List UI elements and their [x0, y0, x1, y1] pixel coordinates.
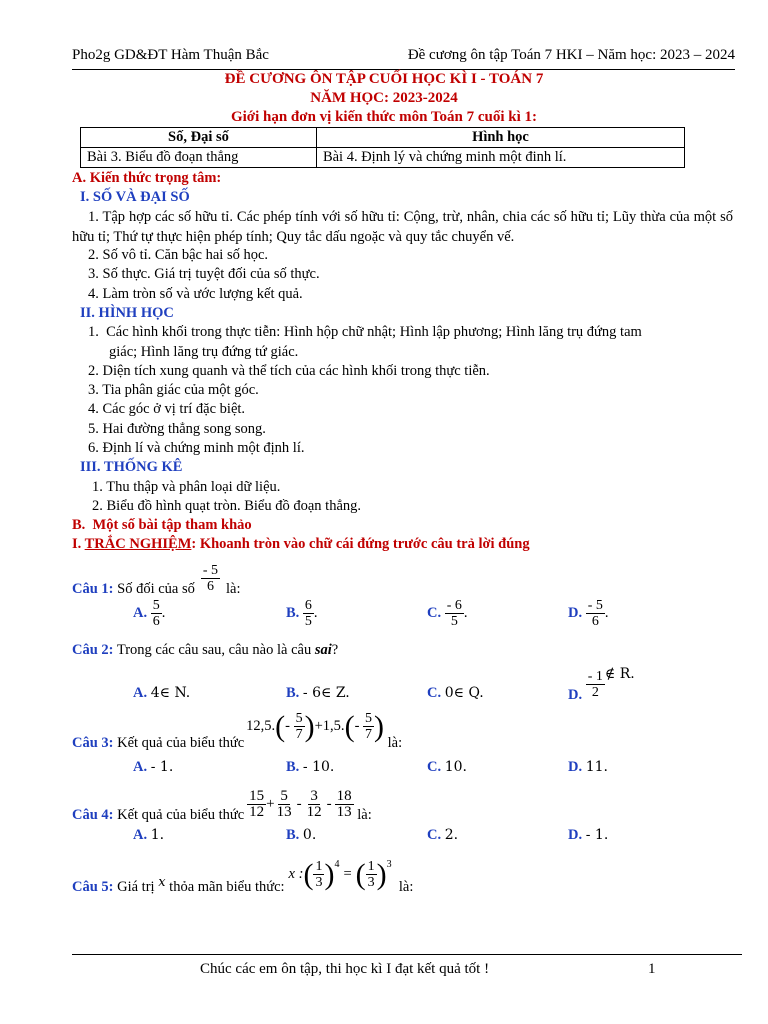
part3-item-2: 2. Biểu đồ hình quạt tròn. Biểu đồ đoạn thẳng.	[92, 498, 362, 514]
q4-op-2: -	[296, 796, 302, 812]
q3-expr-a: 12,5.	[246, 718, 276, 734]
q1-tail: là:	[226, 581, 241, 597]
limit-header-geometry: Hình học	[316, 128, 684, 148]
q1-frac-num: - 5	[202, 563, 219, 578]
q5-paren-open-1: (	[303, 857, 314, 891]
q3-paren-close-1: )	[304, 709, 315, 743]
q5-paren-open-2: (	[355, 857, 366, 891]
q5-frac-1-den: 3	[315, 875, 323, 890]
q1-option-c-num: - 6	[446, 598, 462, 613]
q3-minus-2: -	[354, 718, 360, 734]
q4-option-a[interactable]	[133, 827, 164, 844]
part2-item-1	[88, 324, 733, 341]
q3-frac-1-den: 7	[295, 727, 303, 742]
q3-option-b-text: - 10.	[302, 759, 335, 775]
q2-option-a[interactable]	[133, 685, 190, 702]
part2-item-1-line2: giác; Hình lăng trụ đứng tứ giác.	[109, 344, 299, 360]
q2-label: Câu 2:	[72, 642, 114, 658]
q5-tail: là:	[398, 879, 414, 895]
q5-frac-1	[313, 859, 324, 890]
q3-text: Kết quả của biểu thức	[117, 735, 245, 751]
part3-item-1: 1. Thu thập và phân loại dữ liệu.	[92, 479, 281, 495]
q2-option-b-letter: B.	[286, 685, 300, 701]
q3-option-c[interactable]	[427, 759, 467, 776]
q4-option-b-letter: B.	[286, 827, 300, 843]
q3-option-c-letter: C.	[427, 759, 442, 775]
q4-option-c[interactable]	[427, 827, 458, 844]
header-school: Pho2g GD&ĐT Hàm Thuận Bắc	[72, 47, 269, 63]
q3-option-b[interactable]	[286, 759, 334, 776]
q3-option-a[interactable]	[133, 759, 173, 776]
q2-option-d[interactable]	[568, 662, 635, 704]
q3-option-a-text: - 1.	[150, 759, 174, 775]
footer-message: Chúc các em ôn tập, thi học kì I đạt kết quả tốt !	[200, 961, 490, 977]
q2-option-b-text: - 6∈ Z.	[302, 685, 350, 701]
q4-frac-2-num: 5	[280, 788, 288, 804]
q3-frac-2-num: 5	[365, 711, 373, 726]
q1-option-d[interactable]: D. $\frac{- 5}{6}$ .	[568, 598, 609, 629]
q5-frac-1-num: 1	[315, 859, 323, 874]
q5-variable: x	[158, 875, 166, 890]
q2-option-a-letter: A.	[133, 685, 148, 701]
q4-text: Kết quả của biểu thức	[117, 807, 245, 823]
q4-option-d[interactable]	[568, 827, 608, 844]
q4-option-c-text: 2.	[444, 827, 459, 843]
question-3	[72, 708, 402, 752]
q3-frac-2-den: 7	[365, 727, 373, 742]
q3-expr-b: +1,5.	[314, 718, 345, 734]
q5-paren-close-1: )	[324, 857, 335, 891]
q4-option-d-text: - 1.	[585, 827, 609, 843]
page-header	[72, 47, 735, 70]
q2-option-d-num: - 1	[587, 669, 603, 684]
q3-option-b-letter: B.	[286, 759, 300, 775]
q1-option-a-frac	[151, 598, 162, 629]
q1-option-b-letter: B.	[286, 604, 300, 621]
doc-title: ĐỀ CƯƠNG ÔN TẬP CUỐI HỌC KÌ I - TOÁN 7	[224, 71, 544, 87]
q3-tail: là:	[387, 735, 403, 751]
question-2	[72, 642, 338, 659]
q2-option-d-text: ∉ R.	[604, 666, 635, 682]
section-b-title: B. Một số bài tập tham khảo	[72, 517, 252, 533]
q4-op-3: -	[326, 796, 332, 812]
q5-equals: =	[343, 866, 352, 882]
q4-expression	[247, 789, 353, 820]
question-4	[72, 780, 372, 824]
q4-frac-2	[275, 789, 294, 820]
q2-option-d-den: 2	[591, 685, 599, 700]
q5-exponent-1: 4	[334, 859, 340, 870]
q1-option-c-letter: C.	[427, 604, 442, 621]
q5-exponent-2: 3	[386, 859, 392, 870]
mc-heading	[72, 536, 530, 553]
part1-item-2: 2. Số vô tỉ. Căn bậc hai số học.	[88, 247, 269, 263]
q2-option-a-text: 4∈ N.	[150, 685, 191, 701]
limit-heading: Giới hạn đơn vị kiến thức môn Toán 7 cuối kì 1:	[230, 109, 538, 125]
mc-instruction: : Khoanh tròn vào chữ cái đứng trước câu trả lời đúng	[191, 536, 530, 552]
q1-option-d-num: - 5	[587, 598, 603, 613]
q1-option-a-den: 6	[152, 614, 160, 629]
q3-expression	[246, 711, 384, 742]
q1-option-c-frac	[445, 598, 464, 629]
limit-cell-algebra: Bài 3. Biểu đồ đoạn thẳng	[81, 148, 317, 168]
q2-option-d-frac	[586, 669, 605, 700]
q3-paren-close-2: )	[374, 709, 385, 743]
part2-item-4: 4. Các góc ở vị trí đặc biệt.	[88, 401, 246, 417]
q1-option-b-den: 5	[304, 614, 312, 629]
q4-frac-1-den: 12	[249, 804, 265, 820]
q4-frac-1-num: 15	[249, 788, 265, 804]
q1-option-b-frac	[303, 598, 314, 629]
part2-item-5: 5. Hai đường thẳng song song.	[88, 421, 266, 437]
q5-frac-2-num: 1	[367, 859, 375, 874]
q1-option-c[interactable]: C. $\frac{- 6}{5}$ .	[427, 598, 468, 629]
q3-option-d[interactable]	[568, 759, 608, 776]
q5-text-a: Giá trị	[117, 879, 155, 895]
q5-paren-close-2: )	[376, 857, 387, 891]
q1-fraction	[201, 563, 220, 594]
q4-label: Câu 4:	[72, 807, 114, 823]
q1-text: Số đối của số	[117, 581, 195, 597]
q4-frac-4-den: 13	[336, 804, 352, 820]
part2-item-3: 3. Tia phân giác của một góc.	[88, 382, 259, 398]
part2-item-2: 2. Diện tích xung quanh và thể tích của các hình khối trong thực tiễn.	[88, 363, 490, 379]
q1-frac-den: 6	[206, 579, 214, 594]
doc-year: NĂM HỌC: 2023-2024	[310, 90, 458, 106]
q1-option-b[interactable]: B. $\frac{6}{5}$ .	[286, 598, 318, 629]
q4-frac-1	[247, 789, 266, 820]
section-a-title: A. Kiến thức trọng tâm:	[72, 170, 222, 186]
mc-prefix: I.	[72, 536, 85, 552]
q1-option-d-frac	[586, 598, 605, 629]
part1-item-1: 1. Tập hợp các số hữu tỉ. Các phép tính với số hữu tỉ: Cộng, trừ, nhân, chia các số hữu tỉ; Lũy thừa của một số hữu tỉ; Thứ tự thực hiện phép tính; Quy tắc dấu ngoặc và quy tắc chuyển vế.	[72, 209, 733, 245]
part1-title: I. SỐ VÀ ĐẠI SỐ	[80, 189, 190, 205]
q5-frac-2-den: 3	[367, 875, 375, 890]
q4-frac-4-num: 18	[336, 788, 352, 804]
question-5	[72, 846, 413, 896]
q4-op-1: +	[266, 796, 275, 812]
q3-frac-1-num: 5	[295, 711, 303, 726]
part1-item-3: 3. Số thực. Giá trị tuyệt đối của số thực.	[88, 266, 320, 282]
q1-option-a[interactable]: A. $\frac{5}{6}$ .	[133, 598, 166, 629]
limit-table	[80, 127, 685, 168]
part1-item-4: 4. Làm tròn số và ước lượng kết quả.	[88, 286, 303, 302]
q3-minus-1: -	[285, 718, 290, 734]
mc-label: TRẮC NGHIỆM	[84, 536, 192, 552]
q4-tail: là:	[357, 807, 372, 823]
q4-frac-3-num: 3	[310, 788, 318, 804]
q3-label: Câu 3:	[72, 735, 114, 751]
q5-frac-2	[366, 859, 377, 890]
limit-header-algebra: Số, Đại số	[81, 128, 317, 148]
q4-option-b-text: 0.	[302, 827, 317, 843]
q3-option-a-letter: A.	[133, 759, 148, 775]
q4-option-c-letter: C.	[427, 827, 442, 843]
q1-option-c-den: 5	[450, 614, 458, 629]
part2-title: II. HÌNH HỌC	[80, 305, 174, 321]
q3-frac-1	[294, 711, 305, 742]
q4-option-b[interactable]	[286, 827, 316, 844]
q4-frac-4	[335, 789, 354, 820]
q4-frac-3-den: 12	[306, 804, 322, 820]
q2-option-d-letter: D.	[568, 687, 583, 703]
q2-option-c[interactable]	[427, 685, 484, 702]
part2-item-6: 6. Định lí và chứng minh một định lí.	[88, 440, 305, 456]
part2-item-1-line1: 1. Các hình khối trong thực tiễn: Hình hộp chữ nhật; Hình lập phương; Hình lăng trụ đứng tam	[88, 324, 642, 340]
question-1	[72, 556, 241, 598]
q3-paren-open-1: (	[275, 709, 286, 743]
q2-tail: ?	[331, 642, 339, 658]
q1-option-a-letter: A.	[133, 604, 148, 621]
q5-expression	[289, 859, 392, 890]
q3-option-d-letter: D.	[568, 759, 583, 775]
q4-option-d-letter: D.	[568, 827, 583, 843]
q2-option-b[interactable]	[286, 685, 350, 702]
q5-expr-x: x :	[288, 866, 304, 882]
q2-option-c-text: 0∈ Q.	[444, 685, 484, 701]
q1-option-d-den: 6	[591, 614, 599, 629]
q4-frac-2-den: 13	[276, 804, 292, 820]
q1-label: Câu 1:	[72, 581, 114, 597]
q5-label: Câu 5:	[72, 879, 114, 895]
q1-option-a-num: 5	[152, 598, 160, 613]
q4-option-a-letter: A.	[133, 827, 148, 843]
q2-option-c-letter: C.	[427, 685, 442, 701]
q4-frac-3	[305, 789, 324, 820]
q3-option-c-text: 10.	[444, 759, 467, 775]
q1-option-b-num: 6	[304, 598, 312, 613]
q1-option-d-letter: D.	[568, 604, 583, 621]
q3-paren-open-2: (	[344, 709, 355, 743]
page-number: 1	[648, 961, 656, 977]
q4-option-a-text: 1.	[150, 827, 165, 843]
header-doc-title: Đề cương ôn tập Toán 7 HKI – Năm học: 2023 – 2024	[407, 47, 735, 63]
footer-divider	[72, 954, 742, 955]
q2-text: Trong các câu sau, câu nào là câu	[116, 642, 312, 658]
q2-emphasis: sai	[314, 642, 332, 658]
part3-title: III. THỐNG KÊ	[80, 459, 183, 475]
limit-cell-geometry: Bài 4. Định lý và chứng minh một đinh lí.	[316, 148, 684, 168]
q3-frac-2	[363, 711, 374, 742]
q5-text-b: thỏa mãn biểu thức:	[169, 879, 285, 895]
q3-option-d-text: 11.	[585, 759, 608, 775]
